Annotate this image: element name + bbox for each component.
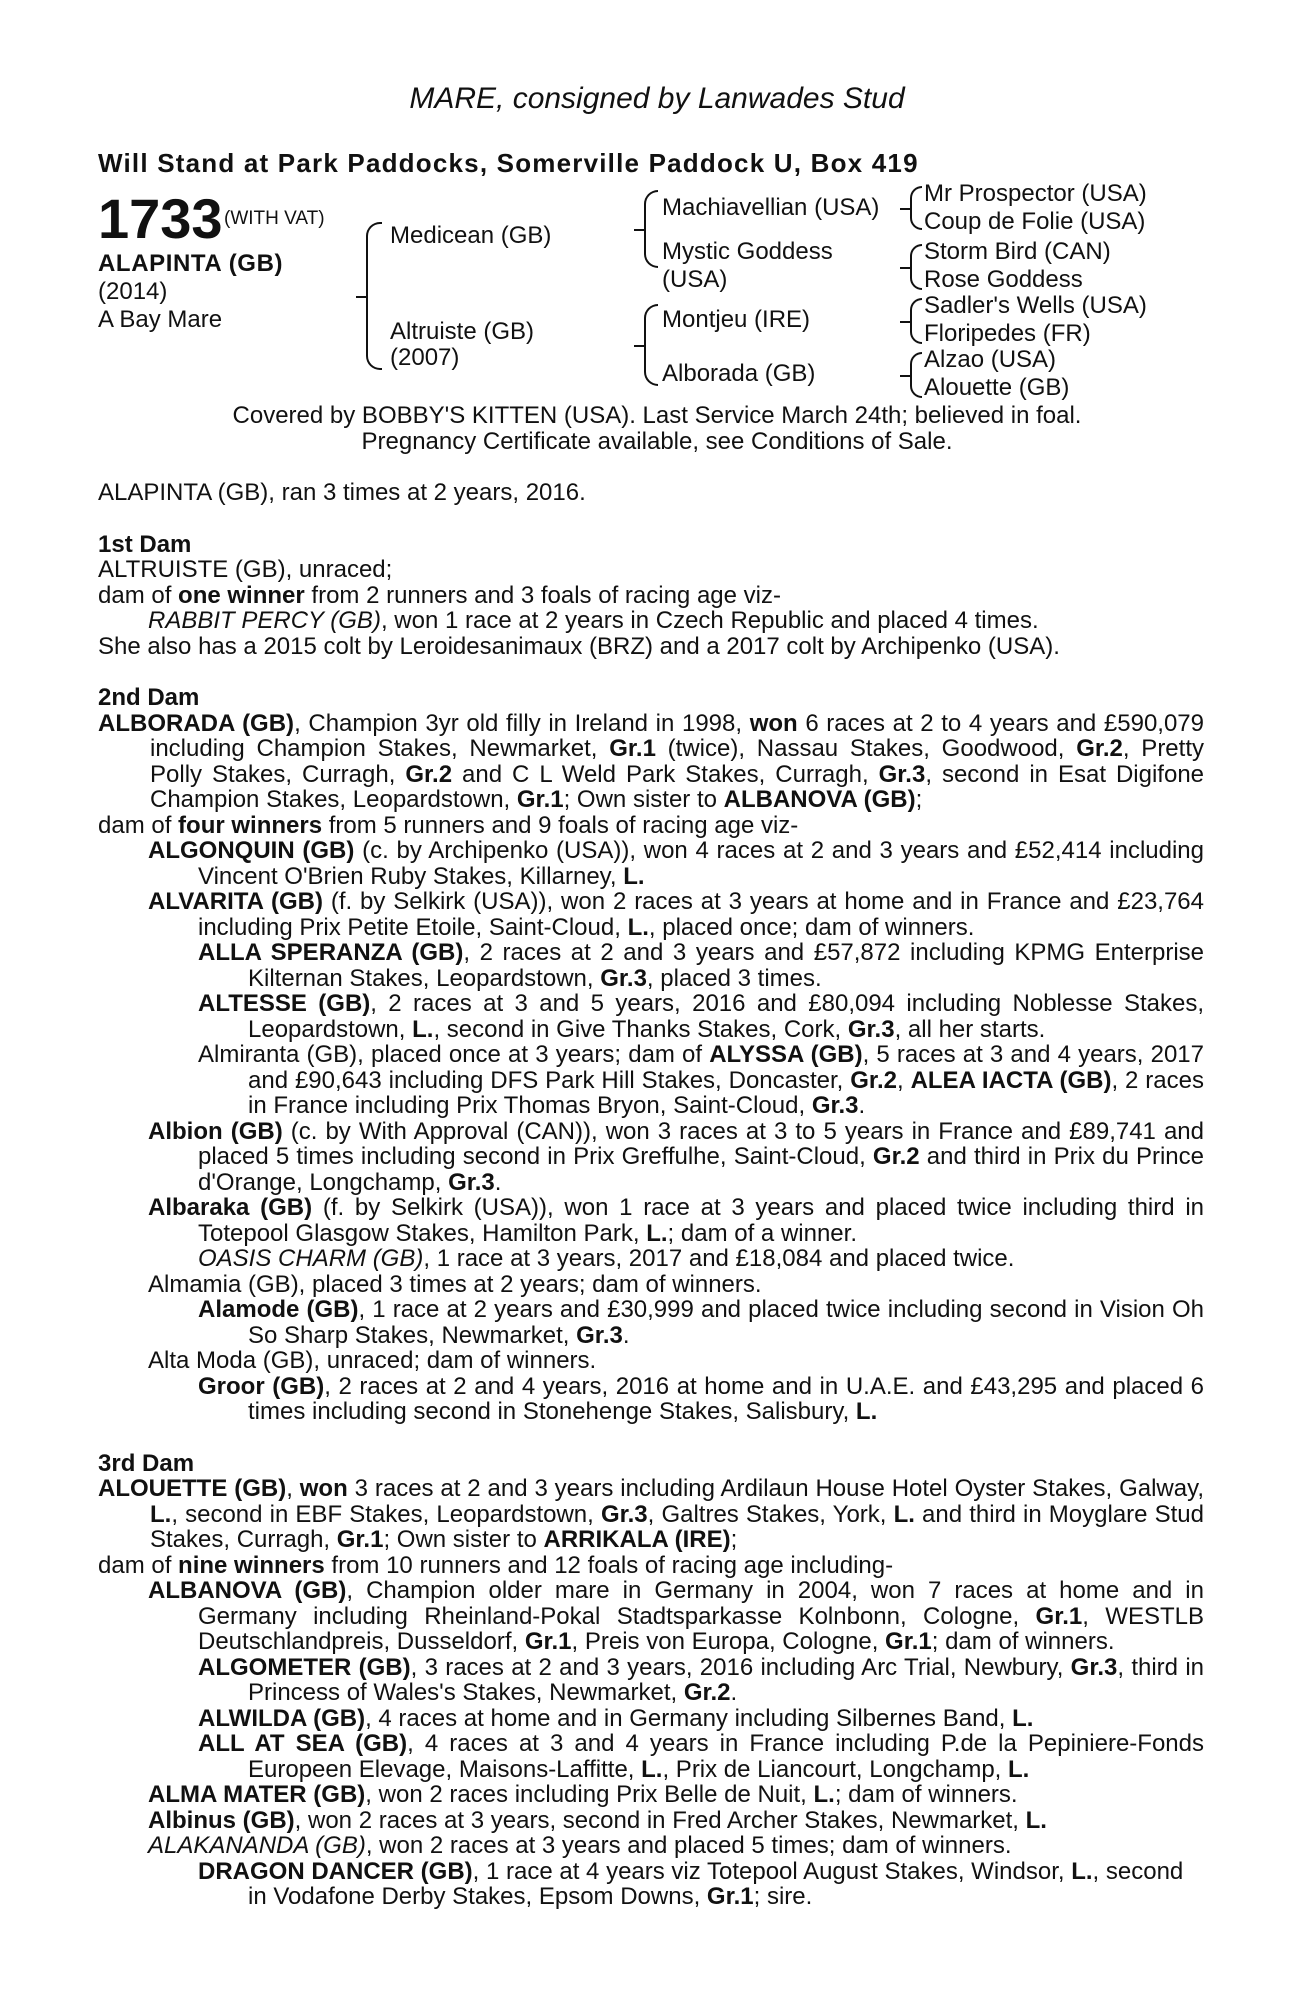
- first-dam-name: ALTRUISTE (GB), unraced;: [98, 556, 393, 583]
- list-item: ALGOMETER (GB), 3 races at 2 and 3 years, 2016 including Arc Trial, Newbury, Gr.3, third in Princess of Wales's Stakes, Newmarket, Gr.2.: [198, 1653, 1205, 1706]
- list-item: ALBANOVA (GB), Champion older mare in Germany in 2004, won 7 races at home and in Germany including Rheinland-Pokal Stadtsparkasse Kolnbonn, Cologne, Gr.1, WESTLB Deutschlandpreis, Dusseldorf, Gr.1, Preis von Europa, Cologne, Gr.1; dam of winners.: [148, 1577, 1204, 1655]
- pedigree-brace-sd: [910, 244, 922, 290]
- list-item: Albion (GB) (c. by With Approval (CAN)), won 3 races at 3 to 5 years in France and £89,741 and placed 5 times including second in Prix Greffulhe, Saint-Cloud, Gr.2 and third in Prix du Prince d'Orange, Longchamp, Gr.3.: [148, 1117, 1204, 1196]
- pedigree-sdd: Rose Goddess: [924, 266, 1083, 293]
- pedigree-dds: Alzao (USA): [924, 346, 1057, 373]
- second-dam-heading: 2nd Dam: [98, 684, 200, 711]
- covered-line-1: Covered by BOBBY'S KITTEN (USA). Last Service March 24th; believed in foal.: [232, 402, 1082, 429]
- pedigree-brace-dam: [644, 304, 658, 386]
- first-dam-note: She also has a 2015 colt by Leroidesanimaux (BRZ) and a 2017 colt by Archipenko (USA).: [98, 632, 1060, 660]
- list-item: DRAGON DANCER (GB), 1 race at 4 years viz Totepool August Stakes, Windsor, L., second in Vodafone Derby Stakes, Epsom Downs, Gr.1; sire.: [198, 1857, 1184, 1910]
- list-item: Almiranta (GB), placed once at 3 years; dam of ALYSSA (GB), 5 races at 3 and 4 years, 2017 and £90,643 including DFS Park Hill Stakes, Doncaster, Gr.2, ALEA IACTA (GB), 2 races in France including Prix Thomas Bryon, Saint-Cloud, Gr.3.: [198, 1041, 1204, 1119]
- pedigree-dam: Altruiste (GB): [390, 318, 535, 345]
- list-item: Albaraka (GB) (f. by Selkirk (USA)), won 1 race at 3 years and placed twice including third in Totepool Glasgow Stakes, Hamilton Park, L.; dam of a winner.: [148, 1194, 1205, 1247]
- stand-location: Will Stand at Park Paddocks, Somerville Paddock U, Box 419: [98, 148, 919, 178]
- horse-name: ALAPINTA (GB): [98, 250, 284, 277]
- pedigree-brace-dd: [910, 352, 922, 398]
- intro-line: ALAPINTA (GB), ran 3 times at 2 years, 2016.: [98, 479, 586, 506]
- horse-year: (2014): [98, 278, 168, 305]
- pedigree-dam-sire: Montjeu (IRE): [662, 306, 811, 333]
- list-item: ALLA SPERANZA (GB), 2 races at 2 and 3 years and £57,872 including KPMG Enterprise Kilternan Stakes, Leopardstown, Gr.3, placed 3 times.: [198, 939, 1204, 992]
- list-item: ALGONQUIN (GB) (c. by Archipenko (USA)), won 4 races at 2 and 3 years and £52,414 including Vincent O'Brien Ruby Stakes, Killarney, L.: [148, 837, 1204, 890]
- first-dam-foal: RABBIT PERCY (GB), won 1 race at 2 years in Czech Republic and placed 4 times.: [148, 607, 1039, 634]
- pedigree-sds: Storm Bird (CAN): [924, 238, 1111, 265]
- list-item: ALTESSE (GB), 2 races at 3 and 5 years, 2016 and £80,094 including Noblesse Stakes, Leopardstown, L., second in Give Thanks Stakes, Cork, Gr.3, all her starts.: [198, 990, 1204, 1043]
- list-item: Albinus (GB), won 2 races at 3 years, second in Fred Archer Stakes, Newmarket, L.: [148, 1806, 1047, 1834]
- pedigree-brace-ss: [910, 186, 922, 230]
- vat-note: (WITH VAT): [224, 208, 325, 229]
- first-dam-produce: dam of one winner from 2 runners and 3 foals of racing age viz-: [98, 581, 781, 609]
- first-dam-heading: 1st Dam: [98, 530, 192, 558]
- second-dam-alborada: ALBORADA (GB), Champion 3yr old filly in Ireland in 1998, won 6 races at 2 to 4 years and £590,079 including Champion Stakes, Newmarket, Gr.1 (twice), Nassau Stakes, Goodwood, Gr.2, Pretty Polly Stakes, Curragh, Gr.2 and C L Weld Park Stakes, Curragh, Gr.3, second in Esat Digifone Champion Stakes, Leopardstown, Gr.1; Own sister to ALBANOVA (GB);: [98, 709, 1205, 813]
- third-dam-produce: dam of nine winners from 10 runners and 12 foals of racing age including-: [98, 1551, 894, 1579]
- list-item: ALAKANANDA (GB), won 2 races at 3 years and placed 5 times; dam of winners.: [148, 1832, 1012, 1859]
- list-item: ALL AT SEA (GB), 4 races at 3 and 4 years in France including P.de la Pepiniere-Fonds Europeen Elevage, Maisons-Laffitte, L., Prix de Liancourt, Longchamp, L.: [198, 1730, 1205, 1783]
- list-item: ALMA MATER (GB), won 2 races including Prix Belle de Nuit, L.; dam of winners.: [148, 1781, 1018, 1808]
- pedigree-dam-year: (2007): [390, 344, 460, 371]
- lot-number: 1733: [98, 187, 223, 250]
- pedigree-ddd: Alouette (GB): [924, 374, 1070, 401]
- pedigree-sire: Medicean (GB): [390, 222, 552, 249]
- list-item: ALVARITA (GB) (f. by Selkirk (USA)), won 2 races at 3 years at home and in France and £23,764 including Prix Petite Etoile, Saint-Cloud, L., placed once; dam of winners.: [148, 888, 1204, 941]
- pedigree-brace-sire: [644, 190, 658, 268]
- pedigree-sss: Mr Prospector (USA): [924, 180, 1147, 207]
- list-item: Almamia (GB), placed 3 times at 2 years; dam of winners.: [148, 1270, 762, 1298]
- list-item: OASIS CHARM (GB), 1 race at 3 years, 2017 and £18,084 and placed twice.: [198, 1245, 1015, 1272]
- second-dam-produce: dam of four winners from 5 runners and 9 foals of racing age viz-: [98, 811, 799, 839]
- pedigree-dsd: Floripedes (FR): [924, 320, 1091, 347]
- pedigree-sire-dam: Mystic Goddess: [662, 238, 833, 265]
- third-dam-heading: 3rd Dam: [98, 1449, 195, 1477]
- horse-description: A Bay Mare: [98, 306, 223, 333]
- list-item: Alta Moda (GB), unraced; dam of winners.: [148, 1347, 597, 1374]
- pedigree-dam-dam: Alborada (GB): [662, 360, 816, 387]
- pedigree-sire-dam-country: (USA): [662, 266, 728, 293]
- pedigree-ssd: Coup de Folie (USA): [924, 208, 1146, 235]
- pedigree-brace-gen1: [366, 222, 382, 370]
- third-dam-alouette: ALOUETTE (GB), won 3 races at 2 and 3 years including Ardilaun House Hotel Oyster Stakes, Galway, L., second in EBF Stakes, Leopardstown, Gr.3, Galtres Stakes, York, L. and third in Moyglare Stud Stakes, Curragh, Gr.1; Own sister to ARRIKALA (IRE);: [98, 1475, 1204, 1553]
- list-item: Alamode (GB), 1 race at 2 years and £30,999 and placed twice including second in Vision Oh So Sharp Stakes, Newmarket, Gr.3.: [198, 1296, 1204, 1349]
- list-item: Groor (GB), 2 races at 2 and 4 years, 2016 at home and in U.A.E. and £43,295 and placed 6 times including second in Stonehenge Stakes, Salisbury, L.: [198, 1372, 1205, 1425]
- catalogue-body: [98, 480, 1204, 1910]
- page-title: MARE, consigned by Lanwades Stud: [409, 82, 905, 115]
- pedigree-sire-sire: Machiavellian (USA): [662, 194, 880, 221]
- covered-line-2: Pregnancy Certificate available, see Conditions of Sale.: [361, 428, 953, 455]
- pedigree-dss: Sadler's Wells (USA): [924, 292, 1147, 319]
- pedigree-brace-ds: [910, 298, 922, 344]
- list-item: ALWILDA (GB), 4 races at home and in Germany including Silbernes Band, L.: [198, 1704, 1034, 1732]
